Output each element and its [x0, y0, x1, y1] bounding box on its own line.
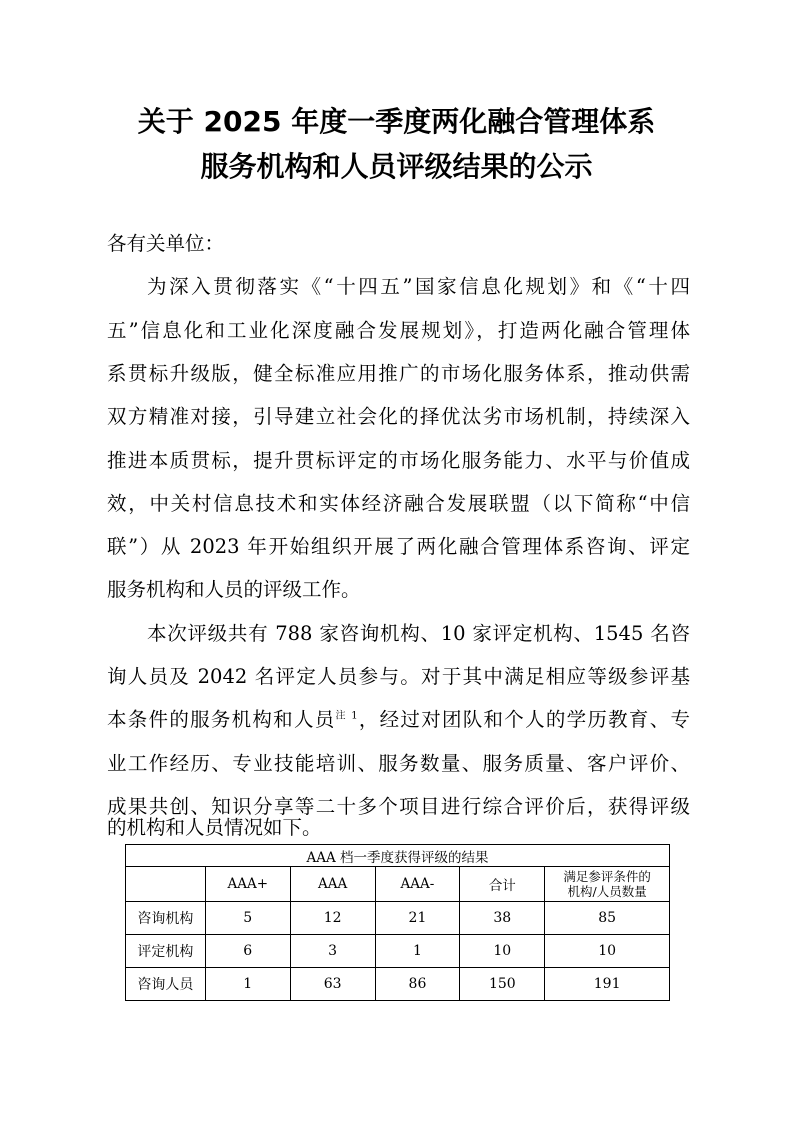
paragraph-line: 业工作经历、专业技能培训、服务数量、服务质量、客户评价、 — [107, 752, 690, 775]
table-cell: 85 — [545, 902, 670, 935]
table-cell: 150 — [460, 968, 545, 1001]
paragraph-text: 本条件的服务机构和人员 — [107, 708, 336, 731]
table-cell: 63 — [290, 968, 375, 1001]
paragraph-line: 双方精准对接，引导建立社会化的择优汰劣市场机制，持续深入 — [107, 405, 690, 428]
table-caption: AAA 档一季度获得评级的结果 — [126, 845, 670, 867]
table-cell: 191 — [545, 968, 670, 1001]
table-cell: 咨询人员 — [126, 968, 206, 1001]
table-cell: 86 — [375, 968, 460, 1001]
table-caption-row — [126, 845, 670, 867]
page-title-line-1: 关于 2025 年度一季度两化融合管理体系 — [137, 105, 656, 138]
table-cell: 12 — [290, 902, 375, 935]
table-header-cell — [545, 867, 670, 902]
header-line: 机构/人员数量 — [567, 884, 647, 899]
footnote-marker: 注 1 — [335, 710, 358, 722]
paragraph-line: 为深入贯彻落实《“十四五”国家信息化规划》和《“十四 — [147, 275, 690, 298]
table-cell: 10 — [545, 935, 670, 968]
paragraph-line: 联”）从 2023 年开始组织开展了两化融合管理体系咨询、评定 — [107, 535, 690, 558]
page-title-line-2: 服务机构和人员评级结果的公示 — [200, 150, 593, 183]
paragraph-line: 效，中关村信息技术和实体经济融合发展联盟（以下简称“中信 — [107, 492, 690, 515]
table-cell: 评定机构 — [126, 935, 206, 968]
table-row — [126, 968, 670, 1001]
table-cell: 3 — [290, 935, 375, 968]
table-cell: 1 — [375, 935, 460, 968]
table-header-cell: AAA+ — [205, 867, 290, 902]
paragraph-text: ，经过对团队和个人的学历教育、专 — [357, 708, 690, 731]
table-row — [126, 935, 670, 968]
paragraph-line: 五”信息化和工业化深度融合发展规划》，打造两化融合管理体 — [107, 319, 690, 342]
table-cell: 10 — [460, 935, 545, 968]
paragraph-line: 推进本质贯标，提升贯标评定的市场化服务能力、水平与价值成 — [107, 449, 690, 472]
table-header-cell: AAA — [290, 867, 375, 902]
table-cell: 6 — [205, 935, 290, 968]
paragraph-line: 的机构和人员情况如下。 — [107, 816, 322, 839]
paragraph-line: 系贯标升级版，健全标准应用推广的市场化服务体系，推动供需 — [107, 362, 690, 385]
table-cell: 21 — [375, 902, 460, 935]
paragraph-line: 本次评级共有 788 家咨询机构、10 家评定机构、1545 名咨 — [147, 622, 690, 645]
header-line: 满足参评条件的 — [563, 869, 651, 884]
table-cell: 5 — [205, 902, 290, 935]
salutation: 各有关单位： — [107, 232, 225, 255]
table-header-cell — [126, 867, 206, 902]
paragraph-line: 询人员及 2042 名评定人员参与。对于其中满足相应等级参评基 — [107, 665, 690, 688]
results-table — [125, 844, 670, 1001]
table-cell: 咨询机构 — [126, 902, 206, 935]
paragraph-line — [107, 704, 690, 732]
paragraph-line: 服务机构和人员的评级工作。 — [107, 578, 361, 601]
table-cell: 1 — [205, 968, 290, 1001]
table-row — [126, 902, 670, 935]
table-header-cell: AAA- — [375, 867, 460, 902]
table-header-row — [126, 867, 670, 902]
table-header-cell: 合计 — [460, 867, 545, 902]
paragraph-line: 成果共创、知识分享等二十多个项目进行综合评价后，获得评级 — [107, 795, 690, 818]
table-cell: 38 — [460, 902, 545, 935]
